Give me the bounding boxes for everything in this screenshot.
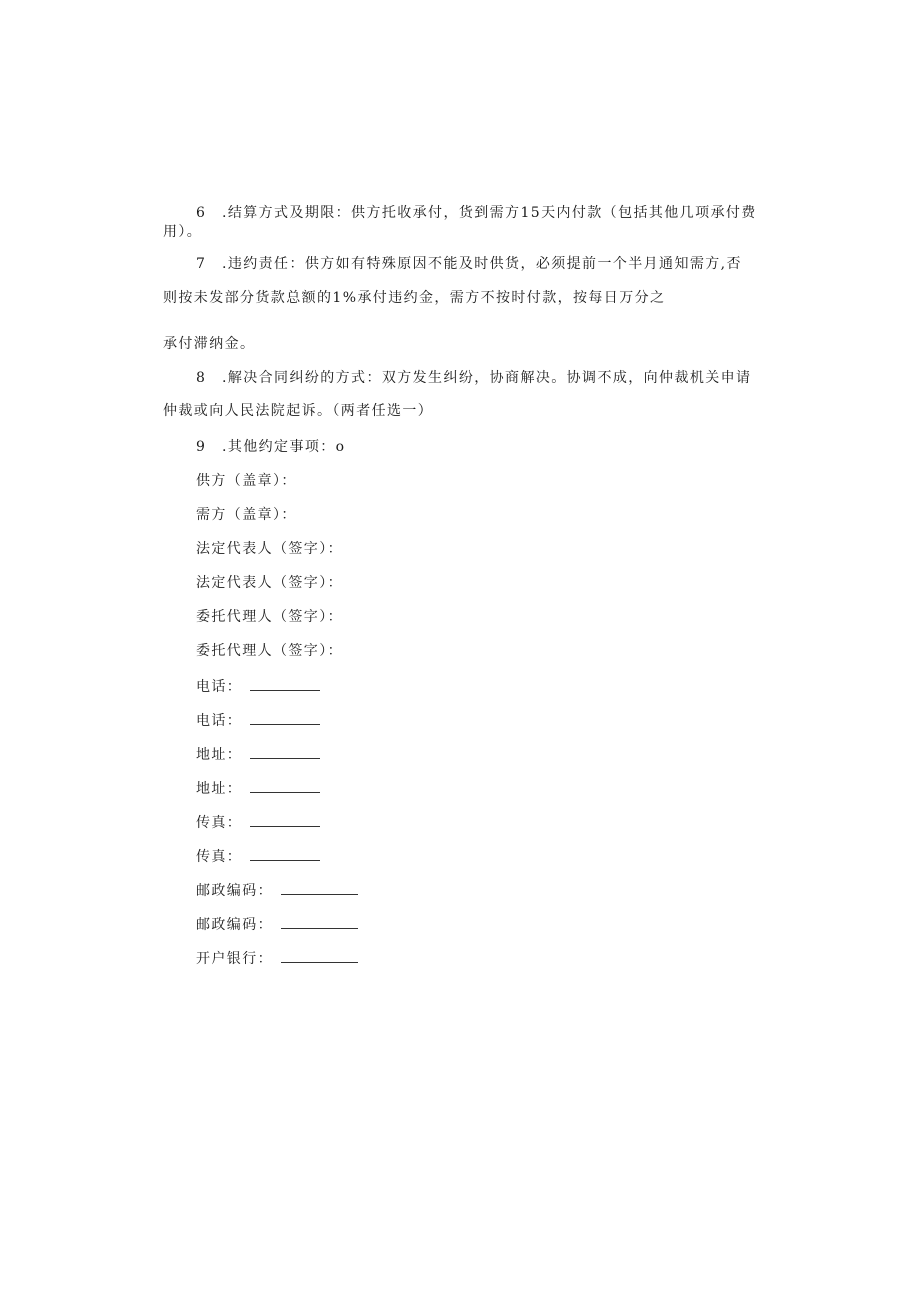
address-blank-1[interactable] <box>250 744 320 759</box>
phone-blank-1[interactable] <box>250 676 320 691</box>
postcode-row-2 <box>196 914 358 935</box>
phone-label-2: 电话： <box>196 713 243 729</box>
clause-9-line-1 <box>196 437 345 457</box>
address-blank-2[interactable] <box>250 778 320 793</box>
clause-6-text-1: .结算方式及期限：供方托收承付，货到需方15天内付款（包括其他几项承付费 <box>222 205 757 221</box>
fax-label-1: 传真： <box>196 815 243 831</box>
fax-row-2 <box>196 846 320 867</box>
address-row-2 <box>196 778 320 799</box>
fax-blank-1[interactable] <box>250 812 320 827</box>
clause-6-line-1 <box>196 203 757 223</box>
address-label-2: 地址： <box>196 781 243 797</box>
buyer-seal-label: 需方（盖章）： <box>196 507 297 523</box>
clause-8-line-2: 仲裁或向人民法院起诉。（两者任选一） <box>163 403 434 419</box>
fax-row-1 <box>196 812 320 833</box>
address-row-1 <box>196 744 320 765</box>
clause-8-text-1: .解决合同纠纷的方式：双方发生纠纷，协商解决。协调不成，向仲裁机关申请 <box>222 370 752 386</box>
clause-7-line-1 <box>196 254 742 274</box>
postcode-row-1 <box>196 880 358 901</box>
address-label-1: 地址： <box>196 747 243 763</box>
clause-7-line-3: 承付滞纳金。 <box>163 336 256 352</box>
clause-8-number: 8 <box>196 370 207 386</box>
fax-label-2: 传真： <box>196 849 243 865</box>
postcode-label-1: 邮政编码： <box>196 883 273 899</box>
bank-blank[interactable] <box>281 948 358 963</box>
phone-blank-2[interactable] <box>250 710 320 725</box>
agent-label-1: 委托代理人（签字）： <box>196 609 343 625</box>
clause-8-line-1 <box>196 368 751 388</box>
legal-rep-label-2: 法定代表人（签字）： <box>196 575 343 591</box>
clause-7-text-1: .违约责任：供方如有特殊原因不能及时供货，必须提前一个半月通知需方,否 <box>222 256 742 272</box>
clause-9-number: 9 <box>196 439 207 455</box>
clause-6-line-2: 用）。 <box>163 224 203 240</box>
clause-7-number: 7 <box>196 256 207 272</box>
postcode-blank-2[interactable] <box>281 914 358 929</box>
postcode-label-2: 邮政编码： <box>196 917 273 933</box>
clause-9-text-1: .其他约定事项：o <box>222 439 346 455</box>
agent-label-2: 委托代理人（签字）： <box>196 643 343 659</box>
phone-label-1: 电话： <box>196 679 243 695</box>
bank-label: 开户银行： <box>196 951 273 967</box>
clause-6-number: 6 <box>196 205 207 221</box>
phone-row-1 <box>196 676 320 697</box>
legal-rep-label-1: 法定代表人（签字）： <box>196 541 343 557</box>
fax-blank-2[interactable] <box>250 846 320 861</box>
bank-row <box>196 948 358 969</box>
phone-row-2 <box>196 710 320 731</box>
postcode-blank-1[interactable] <box>281 880 358 895</box>
supplier-seal-label: 供方（盖章）： <box>196 473 297 489</box>
clause-7-line-2: 则按未发部分货款总额的1%承付违约金，需方不按时付款，按每日万分之 <box>163 290 666 306</box>
